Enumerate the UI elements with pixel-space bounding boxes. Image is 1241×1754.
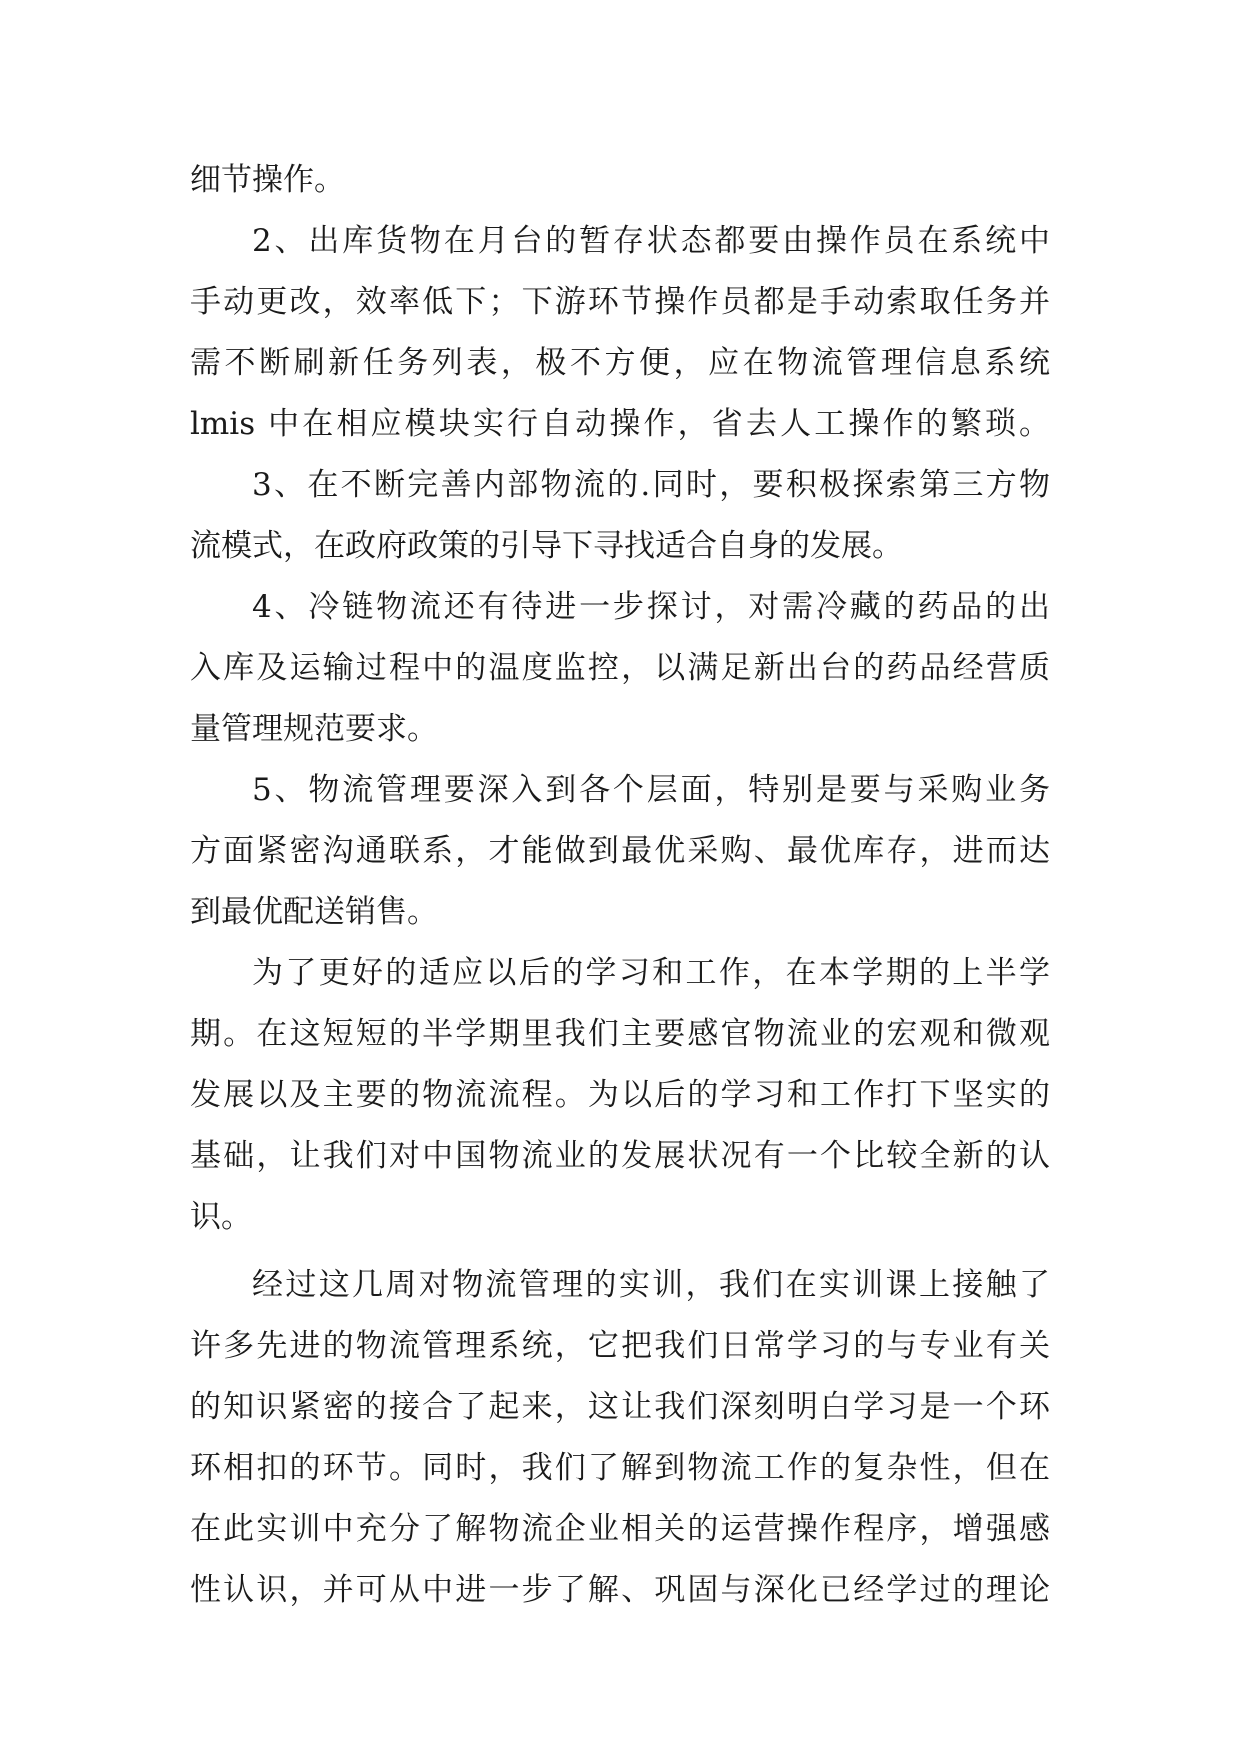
text-line: 期。在这短短的半学期里我们主要感官物流业的宏观和微观 <box>190 1016 1050 1052</box>
text-line: 4、冷链物流还有待进一步探讨，对需冷藏的药品的出 <box>252 589 1050 625</box>
text-line: 入库及运输过程中的温度监控，以满足新出台的药品经营质 <box>190 650 1050 686</box>
text-line: 性认识，并可从中进一步了解、巩固与深化已经学过的理论 <box>190 1572 1050 1608</box>
text-line: 手动更改，效率低下；下游环节操作员都是手动索取任务并 <box>190 284 1050 320</box>
text-line: lmis 中在相应模块实行自动操作，省去人工操作的繁琐。 <box>190 406 1050 442</box>
text-line: 识。 <box>190 1199 252 1235</box>
text-line: 流模式，在政府政策的引导下寻找适合自身的发展。 <box>190 528 903 564</box>
text-line: 需不断刷新任务列表，极不方便，应在物流管理信息系统 <box>190 345 1050 381</box>
text-line: 量管理规范要求。 <box>190 711 438 747</box>
text-line: 环相扣的环节。同时，我们了解到物流工作的复杂性，但在 <box>190 1450 1050 1486</box>
text-line: 方面紧密沟通联系，才能做到最优采购、最优库存，进而达 <box>190 833 1050 869</box>
text-line: 发展以及主要的物流流程。为以后的学习和工作打下坚实的 <box>190 1077 1050 1113</box>
text-line: 在此实训中充分了解物流企业相关的运营操作程序，增强感 <box>190 1511 1050 1547</box>
text-line: 3、在不断完善内部物流的.同时，要积极探索第三方物 <box>252 467 1050 503</box>
text-line: 为了更好的适应以后的学习和工作，在本学期的上半学 <box>252 955 1050 991</box>
text-line: 许多先进的物流管理系统，它把我们日常学习的与专业有关 <box>190 1328 1050 1364</box>
text-line: 的知识紧密的接合了起来，这让我们深刻明白学习是一个环 <box>190 1389 1050 1425</box>
text-line: 到最优配送销售。 <box>190 894 438 930</box>
text-line: 细节操作。 <box>190 162 345 198</box>
text-line: 2、出库货物在月台的暂存状态都要由操作员在系统中 <box>252 223 1050 259</box>
text-line: 经过这几周对物流管理的实训，我们在实训课上接触了 <box>252 1267 1050 1303</box>
text-line: 5、物流管理要深入到各个层面，特别是要与采购业务 <box>252 772 1050 808</box>
text-line: 基础，让我们对中国物流业的发展状况有一个比较全新的认 <box>190 1138 1050 1174</box>
